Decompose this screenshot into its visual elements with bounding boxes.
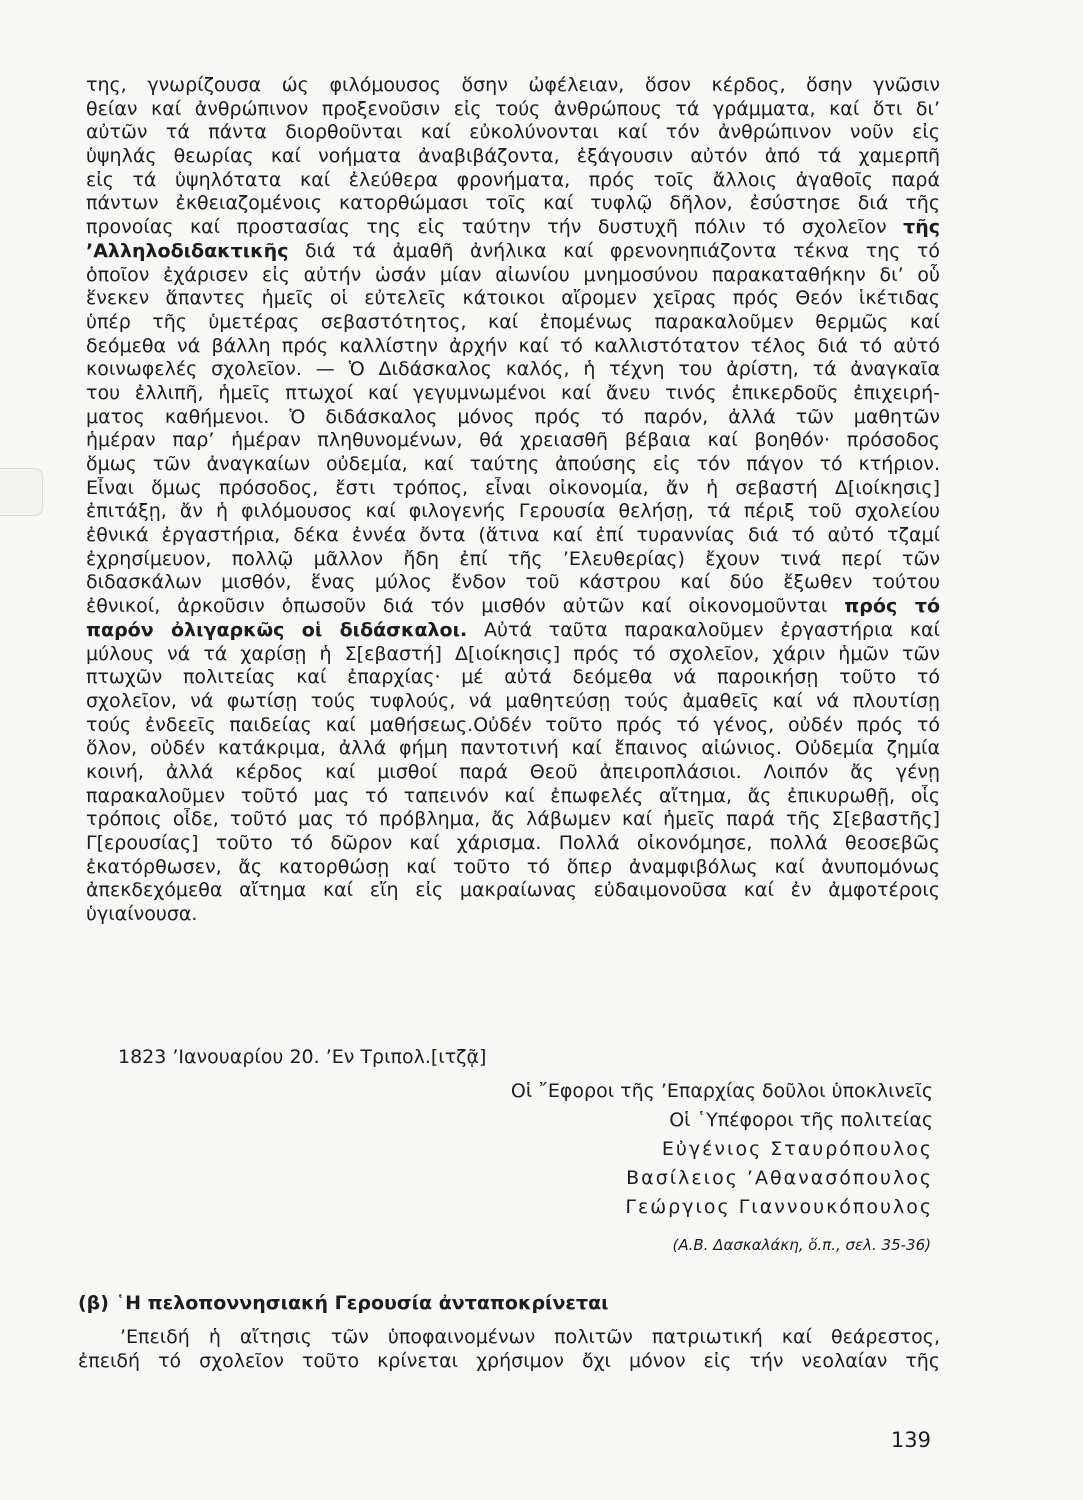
text-line: δεόμεθα νά βάλλη πρός καλλίστην ἀρχήν καί τό καλλιστότατον τέλος διά τό αὐτό <box>86 334 940 357</box>
text-line-with-bold <box>86 595 940 619</box>
text-line: ἐχρησίμευον, πολλῷ μᾶλλον ἤδη ἐπί τῆς ’Ελευθερίας) ἔχουν τινά περί τῶν <box>86 547 940 570</box>
text-line: μύλους νά τά χαρίσῃ ἡ Σ[εβαστή] Δ[ιοίκησις] πρός τό σχολεῖον, χάριν ἡμῶν τῶν <box>86 642 940 665</box>
text-line: ὅμως τῶν ἀναγκαίων οὐδεμία, καί ταύτης ἀπούσης εἰς τόν πάγον τό κτήριον. <box>86 453 940 475</box>
bold-phrase: ’Αλληλοδιδακτικῆς <box>86 239 289 262</box>
text-line: ὑγιαίνουσα. <box>86 903 198 926</box>
text-line: του ἐλλιπῆ, ἡμεῖς πτωχοί καί γεγυμνωμένοι καί ἄνευ τινός ἐπικερδοῦς ἐπιχειρή- <box>86 381 940 404</box>
signature-line: Οἱ ῾Υπέφοροι τῆς πολιτείας <box>669 1109 933 1131</box>
bold-phrase: τῆς <box>903 216 940 239</box>
signature-name: Εὐγένιος Σταυρόπουλος <box>661 1138 933 1160</box>
bold-phrase: παρόν ὀλιγαρκῶς οἱ διδάσκαλοι. <box>86 618 468 641</box>
text-line: ὑπέρ τῆς ὑμετέρας σεβαστότητος, καί ἐπομένως παρακαλοῦμεν θερμῶς καί <box>86 310 940 333</box>
bold-split-line: παρόν ὀλιγαρκῶς οἱ διδάσκαλοι. Αὐτά ταῦτα παρακαλοῦμεν ἐργαστήρια καί <box>86 618 940 641</box>
section-heading: (β) ῾Η πελοποννησιακή Γερουσία ἀνταποκρίνεται <box>78 1292 609 1314</box>
bold-phrase: πρός τό <box>844 595 940 618</box>
text-line: ἐθνικά ἐργαστήρια, δέκα ἐννέα ὄντα (ἅτινα καί ἐπί τυραννίας διά τό αὐτό τζαμί <box>86 524 940 547</box>
text-line: κοινωφελές σχολεῖον. — Ὁ Διδάσκαλος καλός, ἡ τέχνη του ἀρίστη, τά ἀναγκαῖα <box>86 358 940 381</box>
text-line: ἕνεκεν ἅπαντες ἡμεῖς οἱ εὐτελεῖς κάτοικοι αἴρομεν χεῖρας πρός Θεόν ἱκέτιδας <box>86 287 940 310</box>
text-line: πτωχῶν πολιτείας καί ἐπαρχίας· μέ αὐτά δεόμεθα νά παροικήσῃ τοῦτο τό <box>86 666 940 689</box>
text-line: ἐπιτάξῃ, ἄν ἡ φιλόμουσος καί φιλογενής Γερουσία θελήσῃ, τά πέριξ τοῦ σχολείου <box>86 500 940 523</box>
text-line: θείαν καί ἀνθρώπινον προξενοῦσιν εἰς τούς ἀνθρώπους τά γράμματα, καί ὅτι δι’ <box>86 97 940 120</box>
text-line: κοινή, ἀλλά κέρδος καί μισθοί παρά Θεοῦ ἀπειροπλάσιοι. Λοιπόν ἄς γένῃ <box>86 760 940 783</box>
text-line: σχολεῖον, νά φωτίσῃ τούς τυφλούς, νά μαθητεύσῃ τούς ἀμαθεῖς καί νά πλουτίσῃ <box>86 689 940 712</box>
text-line: της, γνωρίζουσα ώς φιλόμουσος ὅσην ὠφέλειαν, ὅσον κέρδος, ὅσην γνῶσιν <box>86 74 940 96</box>
signature-name: Γεώργιος Γιαννουκόπουλος <box>625 1196 933 1218</box>
bold-split-line: ἐθνικοί, ἀρκοῦσιν ὁπωσοῦν διά τόν μισθόν αὐτῶν καί οἰκονομοῦνται πρός τό <box>86 595 940 618</box>
signature-name: Βασίλειος ’Αθανασόπουλος <box>626 1167 933 1189</box>
section-body <box>78 1326 940 1373</box>
page-number: 139 <box>890 1428 931 1452</box>
text-line-with-bold <box>86 216 940 240</box>
page-edge-tab <box>0 468 43 516</box>
text-line: ἐπειδή τό σχολεῖον τοῦτο κρίνεται χρήσιμον ὄχι μόνον εἰς τήν νεολαίαν τῆς <box>78 1349 940 1372</box>
text-line-with-bold <box>86 619 940 643</box>
letter-body <box>86 74 940 927</box>
text-line: διδασκάλων μισθόν, ἕνας μύλος ἔνδον τοῦ κάστρου καί δύο ἔξωθεν τούτου <box>86 571 940 594</box>
text-line: ὑψηλάς θεωρίας καί νοήματα ἀναβιβάζοντα, ἐξάγουσιν αὐτόν ἀπό τά χαμερπῆ <box>86 145 940 168</box>
text-line: ἐκατόρθωσεν, ἄς κατορθώσῃ καί τοῦτο τό ὅπερ ἀναμφιβόλως καί ἀνυπομόνως <box>86 855 940 878</box>
signature-line: Οἱ ῎Εφοροι τῆς ’Επαρχίας δοῦλοι ὑποκλινεῖς <box>510 1080 933 1102</box>
text-line: ὅλον, οὐδέν κατάκριμα, ἀλλά φήμη παντοτινή καί ἔπαινος αἰώνιος. Οὐδεμία ζημία <box>86 737 940 760</box>
text-line: εἰς τά ὑψηλότατα καί ἐλεύθερα φρονήματα, πρός τοῖς ἄλλοις ἀγαθοῖς παρά <box>86 168 940 191</box>
bold-split-line: προνοίας καί προστασίας της εἰς ταύτην τήν δυστυχῆ πόλιν τό σχολεῖον τῆς <box>86 216 940 239</box>
text-line: τρόποις οἶδε, τοῦτό μας τό πρόβλημα, ἄς λάβωμεν καί ἡμεῖς παρά τῆς Σ[εβαστῆς] <box>86 808 940 831</box>
date-line: 1823 ’Ιανουαρίου 20. ’Εν Τριπολ.[ιτζᾷ] <box>118 1046 487 1068</box>
source-citation: (Α.Β. Δασκαλάκη, ὅ.π., σελ. 35-36) <box>672 1236 931 1254</box>
bold-split-line: ’Αλληλοδιδακτικῆς διά τά ἀμαθῆ ἀνήλικα καί φρενονηπιάζοντα τέκνα της τό <box>86 239 940 262</box>
text-line: Εἶναι ὅμως πρόσοδος, ἔστι τρόπος, εἶναι οἰκονομία, ἄν ἡ σεβαστή Δ[ιοίκησις] <box>86 476 940 499</box>
signature-block <box>511 1077 933 1222</box>
text-line: πάντων ἐκθειαζομένοις κατορθώμασι τοῖς καί τυφλῷ δῆλον, ἐσύστησε διά τῆς <box>86 192 940 215</box>
text-line-with-bold <box>86 240 940 264</box>
text-line: τούς ἐνδεεῖς παιδείας καί μαθήσεως.Οὐδέν τοῦτο πρός τό γένος, οὐδέν πρός τό <box>86 713 940 736</box>
text-line: ἀπεκδεχόμεθα αἴτημα καί εἴη εἰς μακραίωνας εὐδαιμονοῦσα καί ἐν ἀμφοτέροις <box>86 879 940 902</box>
text-line: ἡμέραν παρ’ ἡμέραν πληθυνομένων, θά χρειασθῆ βέβαια καί βοηθόν· πρόσοδος <box>86 429 940 452</box>
text-line: ’Επειδή ἡ αἴτησις τῶν ὑποφαινομένων πολιτῶν πατριωτική καί θεάρεστος, <box>120 1326 940 1348</box>
text-line: Γ[ερουσίας] τοῦτο τό δῶρον καί χάρισμα. Πολλά οἰκονόμησε, πολλά θεοσεβῶς <box>86 832 940 854</box>
text-line: παρακαλοῦμεν τοῦτό μας τό ταπεινόν καί ἐπωφελές αἴτημα, ἄς ἐπικυρωθῇ, οἷς <box>86 784 940 807</box>
text-line: ματος καθήμενοι. Ὁ διδάσκαλος μόνος πρός τό παρόν, ἀλλά τῶν μαθητῶν <box>86 405 940 428</box>
text-line: αὐτῶν τά πάντα διορθοῦνται καί εὐκολύνονται καί τόν ἀνθρώπινον νοῦν εἰς <box>86 121 940 144</box>
text-line: ὁποῖον ἐχάρισεν εἰς αὐτήν ὡσάν μίαν αἰωνίου μνημοσύνου παρακαταθήκην δι’ οὗ <box>86 263 940 286</box>
